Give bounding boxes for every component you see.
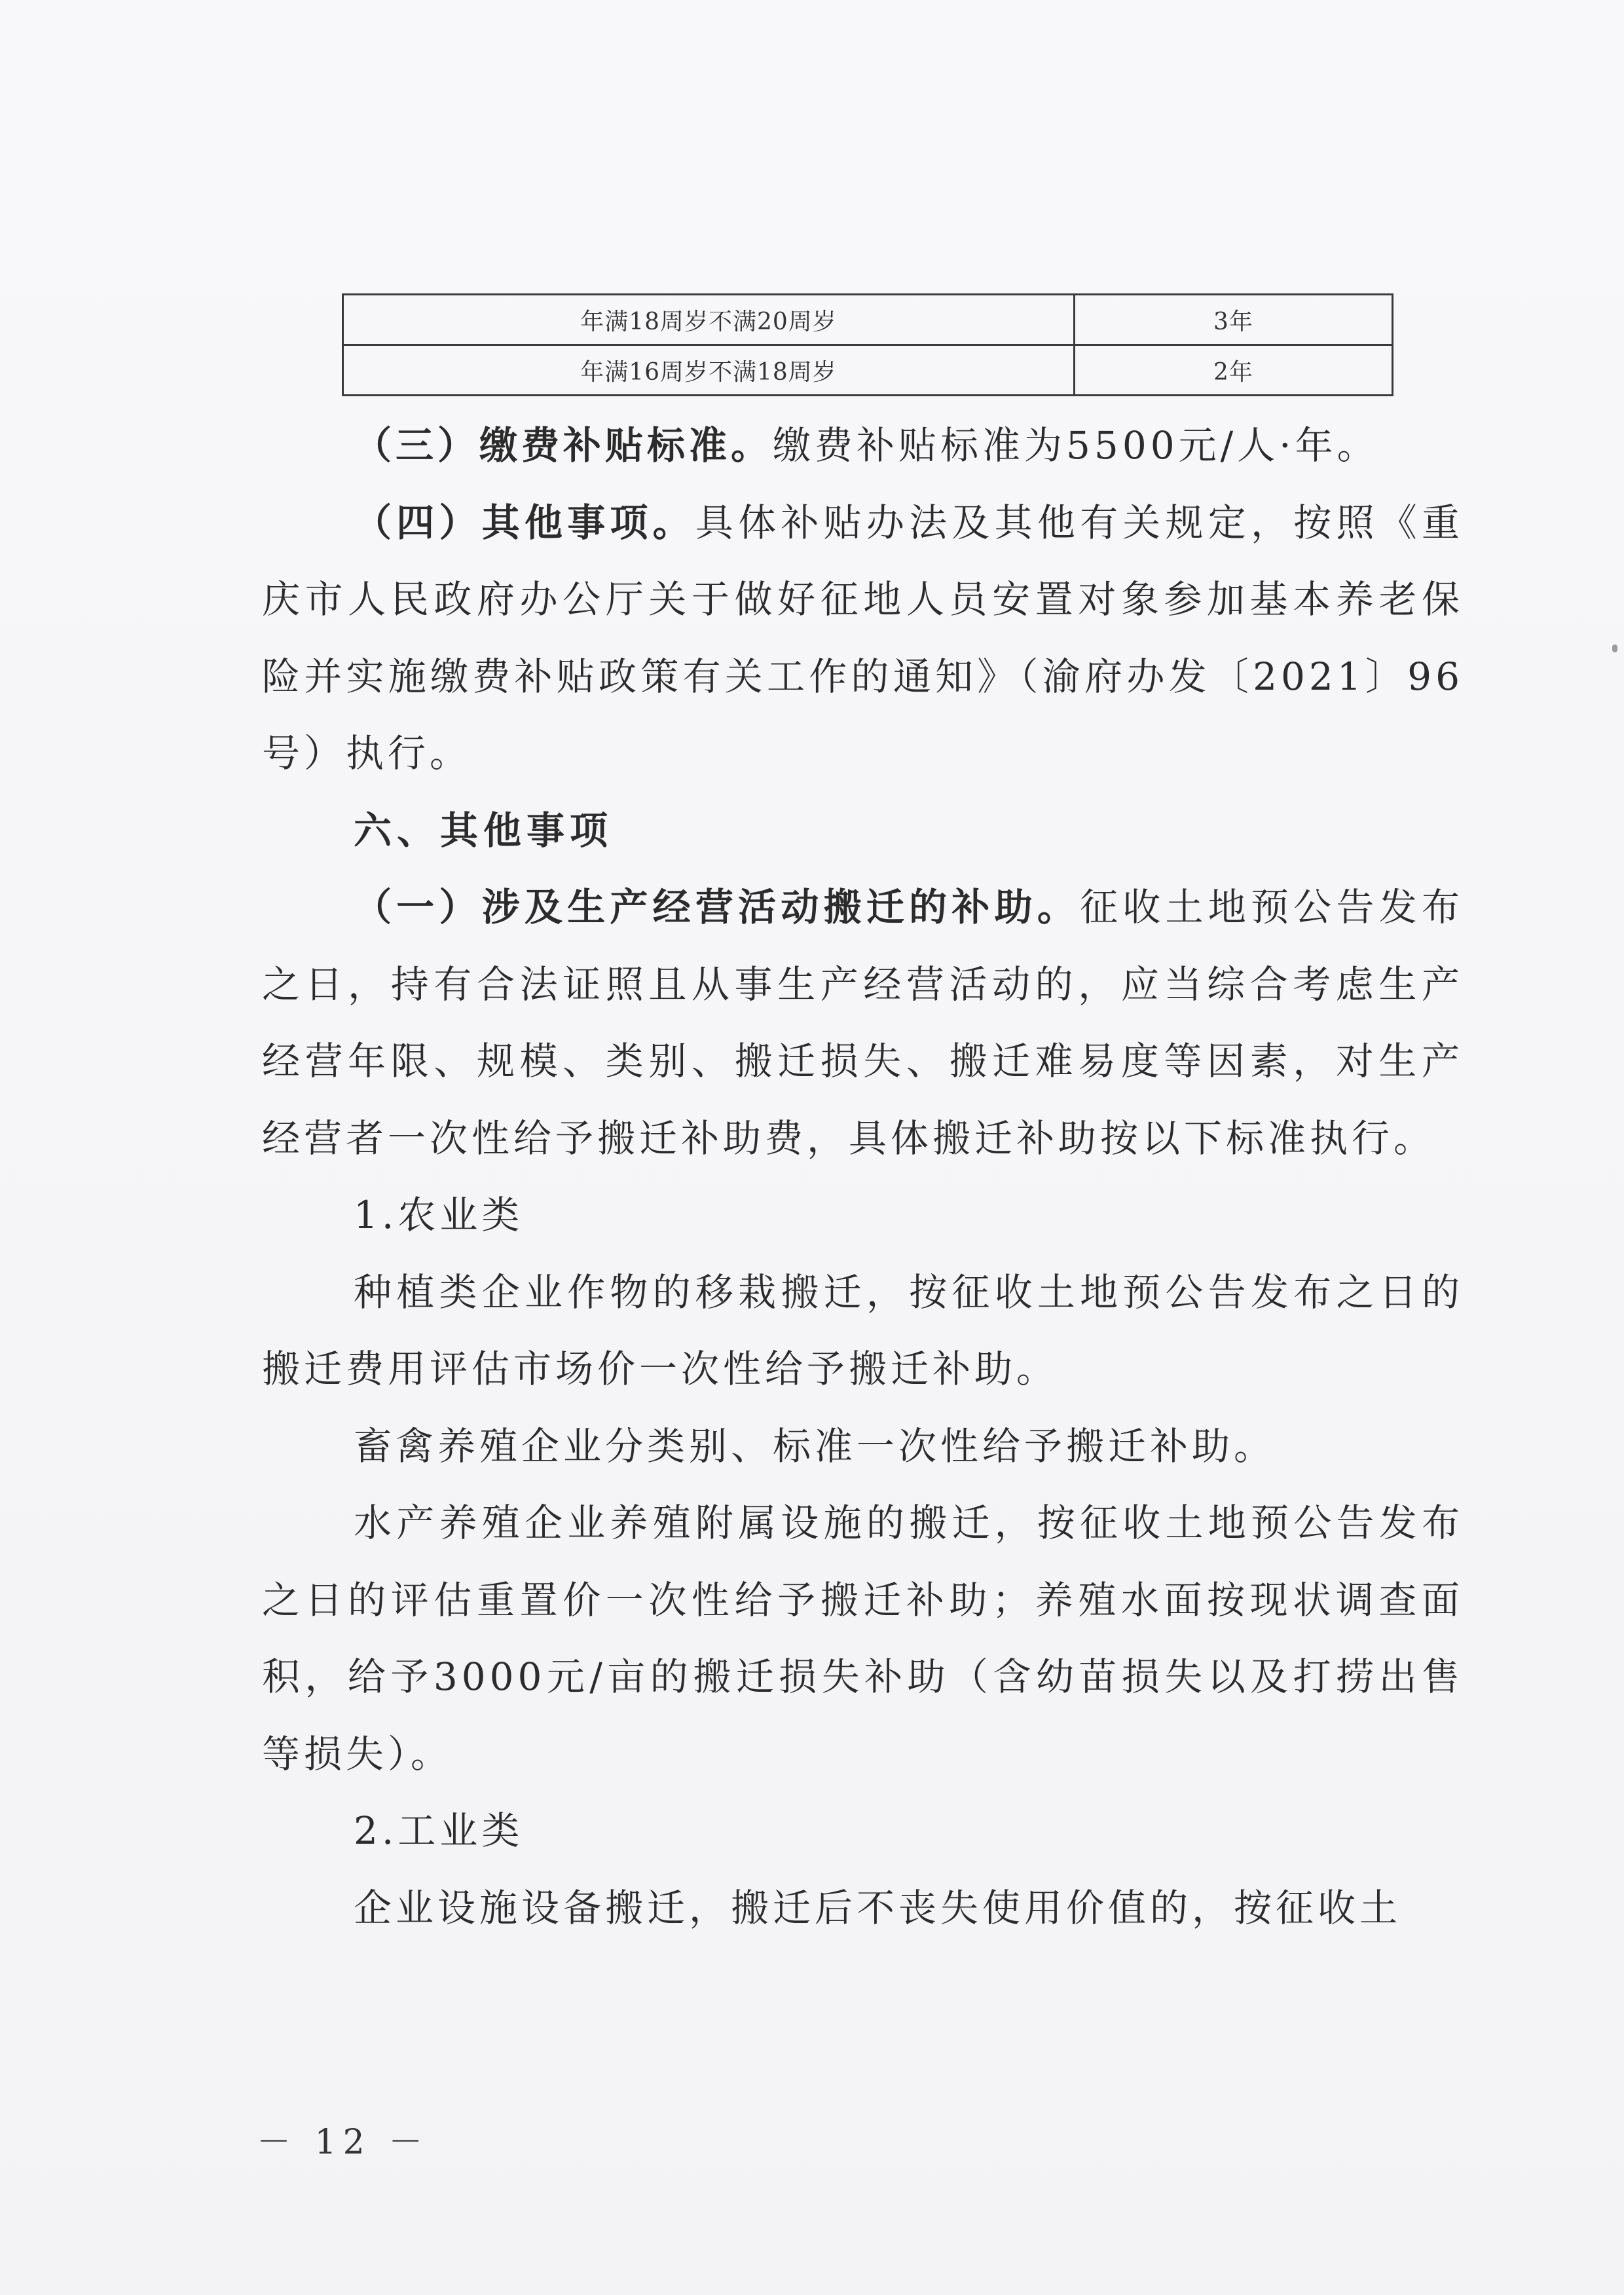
table-cell-age: 年满18周岁不满20周岁	[343, 295, 1075, 345]
table-row	[343, 295, 1393, 345]
paragraph-relocation-subsidy	[262, 869, 1464, 1177]
paragraph-other-matters	[262, 485, 1464, 793]
paragraph-subsidy-standard	[262, 407, 1464, 485]
subheading-agriculture: 1.农业类	[354, 1193, 524, 1237]
paragraph-equipment: 企业设施设备搬迁，搬迁后不丧失使用价值的，按征收土	[354, 1885, 1402, 1930]
page-number: － 12 －	[257, 2123, 430, 2162]
scan-mark	[1612, 644, 1617, 652]
paragraph-lead: （三）缴费补贴标准。	[354, 423, 773, 468]
table-cell-years: 3年	[1075, 295, 1393, 345]
paragraph-aquaculture: 水产养殖企业养殖附属设施的搬迁，按征收土地预公告发布之日的评估重置价一次性给予搬迁补助；养殖水面按现状调查面积，给予3000元/亩的搬迁损失补助（含幼苗损失以及打捞出售等损失）。	[262, 1501, 1464, 1776]
paragraph-text: 具体补贴办法及其他有关规定，按照《重庆市人民政府办公厅关于做好征地人员安置对象参加基本养老保险并实施缴费补贴政策有关工作的通知》（渝府办发〔2021〕96号）执行。	[262, 500, 1464, 775]
paragraph-lead: （四）其他事项。	[354, 500, 695, 545]
paragraph-lead: （一）涉及生产经营活动搬迁的补助。	[354, 885, 1080, 929]
section-heading: 六、其他事项	[354, 808, 614, 853]
document-body	[262, 407, 1464, 1947]
age-subsidy-table	[342, 293, 1393, 396]
table-cell-age: 年满16周岁不满18周岁	[343, 345, 1075, 396]
subheading-industry: 2.工业类	[354, 1808, 524, 1853]
paragraph-text: 缴费补贴标准为5500元/人·年。	[773, 423, 1379, 468]
paragraph-livestock: 畜禽养殖企业分类别、标准一次性给予搬迁补助。	[354, 1423, 1276, 1468]
paragraph-planting: 种植类企业作物的移栽搬迁，按征收土地预公告发布之日的搬迁费用评估市场价一次性给予搬迁补助。	[262, 1269, 1464, 1391]
paragraph-text: 征收土地预公告发布之日，持有合法证照且从事生产经营活动的，应当综合考虑生产经营年限、规模、类别、搬迁损失、搬迁难易度等因素，对生产经营者一次性给予搬迁补助费，具体搬迁补助按以下标准执行。	[262, 885, 1464, 1161]
table-row	[343, 345, 1393, 396]
table-cell-years: 2年	[1075, 345, 1393, 396]
